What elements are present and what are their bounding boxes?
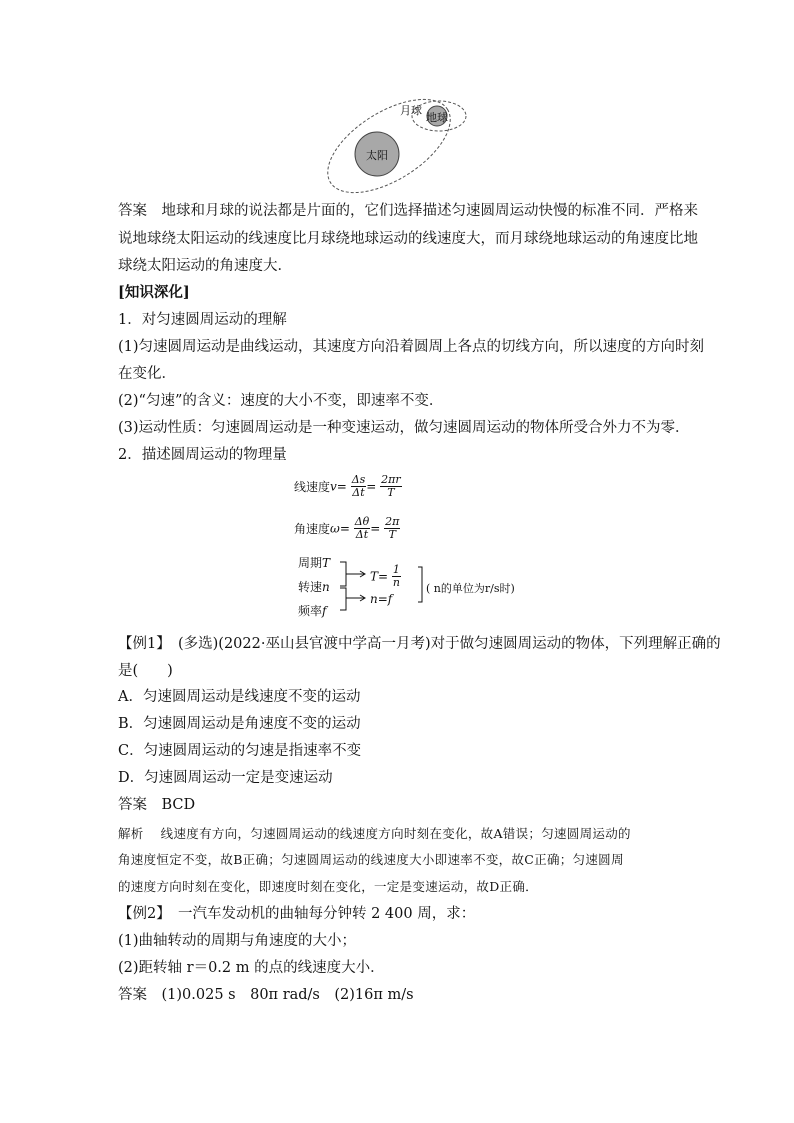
example1-option-a: A．匀速圆周运动是线速度不变的运动 <box>118 689 361 705</box>
t-frac-num: 1 <box>392 563 400 576</box>
t-frac <box>392 564 401 589</box>
earth-label: 地球 <box>426 111 448 124</box>
knowledge-item1-line-1: (1)匀速圆周运动是曲线运动，其速度方向沿着圆周上各点的切线方向，所以速度的方向时刻 <box>118 339 705 355</box>
angular-velocity-symbol: ω <box>330 521 340 536</box>
linear-frac-1-den: Δt <box>352 486 365 499</box>
linear-velocity-formula: 线速度v= $\frac{\Delta s}{\Delta t}$ = $\frac{2\pi r}{T}$ <box>294 473 401 499</box>
freq-label: 频率 <box>298 604 323 618</box>
freq-label-row <box>298 602 326 619</box>
example2-question-2: (2)距转轴 r＝0.2 m 的点的线速度大小． <box>118 960 385 976</box>
knowledge-heading: [知识深化] <box>118 284 190 301</box>
angular-frac-2 <box>384 516 400 541</box>
answer1-line-3: 球绕太阳运动的角速度大． <box>118 258 292 274</box>
example1-option-b: B．匀速圆周运动是角速度不变的运动 <box>118 716 361 732</box>
t-eq: T= <box>370 569 389 584</box>
period-label-row <box>298 554 330 571</box>
t-relation <box>370 564 401 589</box>
example2-title: 【例2】 一汽车发动机的曲轴每分钟转 2 400 周，求： <box>118 906 476 922</box>
angular-frac-2-num: 2π <box>385 515 400 528</box>
knowledge-item1-line-4: (3)运动性质：匀速圆周运动是一种变速运动，做匀速圆周运动的物体所受合外力不为零． <box>118 420 690 436</box>
freq-symbol: f <box>322 604 327 618</box>
n-eq: n=f <box>370 592 393 606</box>
angular-velocity-label: 角速度 <box>294 522 331 536</box>
example1-analysis-line-2: 角速度恒定不变，故B正确；匀速圆周运动的线速度大小即速率不变，故C正确；匀速圆周 <box>118 852 624 867</box>
knowledge-item1-line-2: 在变化． <box>118 366 176 382</box>
linear-frac-2 <box>380 474 402 499</box>
angular-frac-1-num: Δθ <box>354 515 370 528</box>
answer1-line-2: 说地球绕太阳运动的线速度比月球绕地球运动的线速度大，而月球绕地球运动的角速度比地 <box>118 231 698 247</box>
example1-title-line-2: 是( ) <box>118 663 173 679</box>
angular-frac-1 <box>354 516 371 541</box>
example1-analysis-line-1: 解析 线速度有方向，匀速圆周运动的线速度方向时刻在变化，故A错误；匀速圆周运动的 <box>118 826 631 841</box>
example2-answer: 答案 (1)0.025 s 80π rad/s (2)16π m/s <box>118 987 414 1003</box>
linear-frac-1-num: Δs <box>351 473 366 486</box>
angular-velocity-formula: 角速度ω= $\frac{\Delta\theta}{\Delta t}$ = $\frac{2\pi}{T}$ <box>294 515 400 541</box>
linear-frac-2-num: 2πr <box>381 473 401 486</box>
example1-option-c: C．匀速圆周运动的匀速是指速率不变 <box>118 743 362 759</box>
speed-label-row <box>298 578 330 595</box>
example1-title-line-1: 【例1】 (多选)(2022·巫山县官渡中学高一月考)对于做匀速圆周运动的物体，下列理解正确的 <box>118 636 721 652</box>
moon-label: 月球 <box>400 104 422 117</box>
speed-label: 转速 <box>298 580 323 594</box>
example1-option-d: D．匀速圆周运动一定是变速运动 <box>118 770 333 786</box>
speed-symbol: n <box>322 580 330 594</box>
knowledge-item1-line-3: (2)“匀速”的含义：速度的大小不变，即速率不变． <box>118 393 444 409</box>
period-symbol: T <box>322 556 331 570</box>
period-label: 周期 <box>298 556 323 570</box>
linear-velocity-symbol: v <box>330 479 337 494</box>
answer1-line-1: 答案 地球和月球的说法都是片面的，它们选择描述匀速圆周运动快慢的标准不同．严格来 <box>118 203 698 219</box>
angular-frac-2-den: T <box>388 528 396 541</box>
t-frac-den: n <box>392 576 400 589</box>
angular-frac-1-den: Δt <box>355 528 369 541</box>
linear-velocity-label: 线速度 <box>294 480 331 494</box>
example1-answer: 答案 BCD <box>118 797 196 813</box>
unit-note: ( n的单位为r/s时) <box>426 582 515 595</box>
linear-frac-2-den: T <box>387 486 395 499</box>
knowledge-item2-title: 2．描述圆周运动的物理量 <box>118 447 287 463</box>
orbit-figure <box>320 94 470 194</box>
sun-label: 太阳 <box>366 149 388 162</box>
knowledge-item1-title: 1．对匀速圆周运动的理解 <box>118 312 287 328</box>
example2-question-1: (1)曲轴转动的周期与角速度的大小； <box>118 933 357 949</box>
linear-frac-1 <box>351 474 367 499</box>
example1-analysis-line-3: 的速度方向时刻在变化，即速度时刻在变化，一定是变速运动，故D正确． <box>118 879 538 894</box>
formula-block <box>294 473 515 618</box>
n-relation <box>370 592 392 606</box>
